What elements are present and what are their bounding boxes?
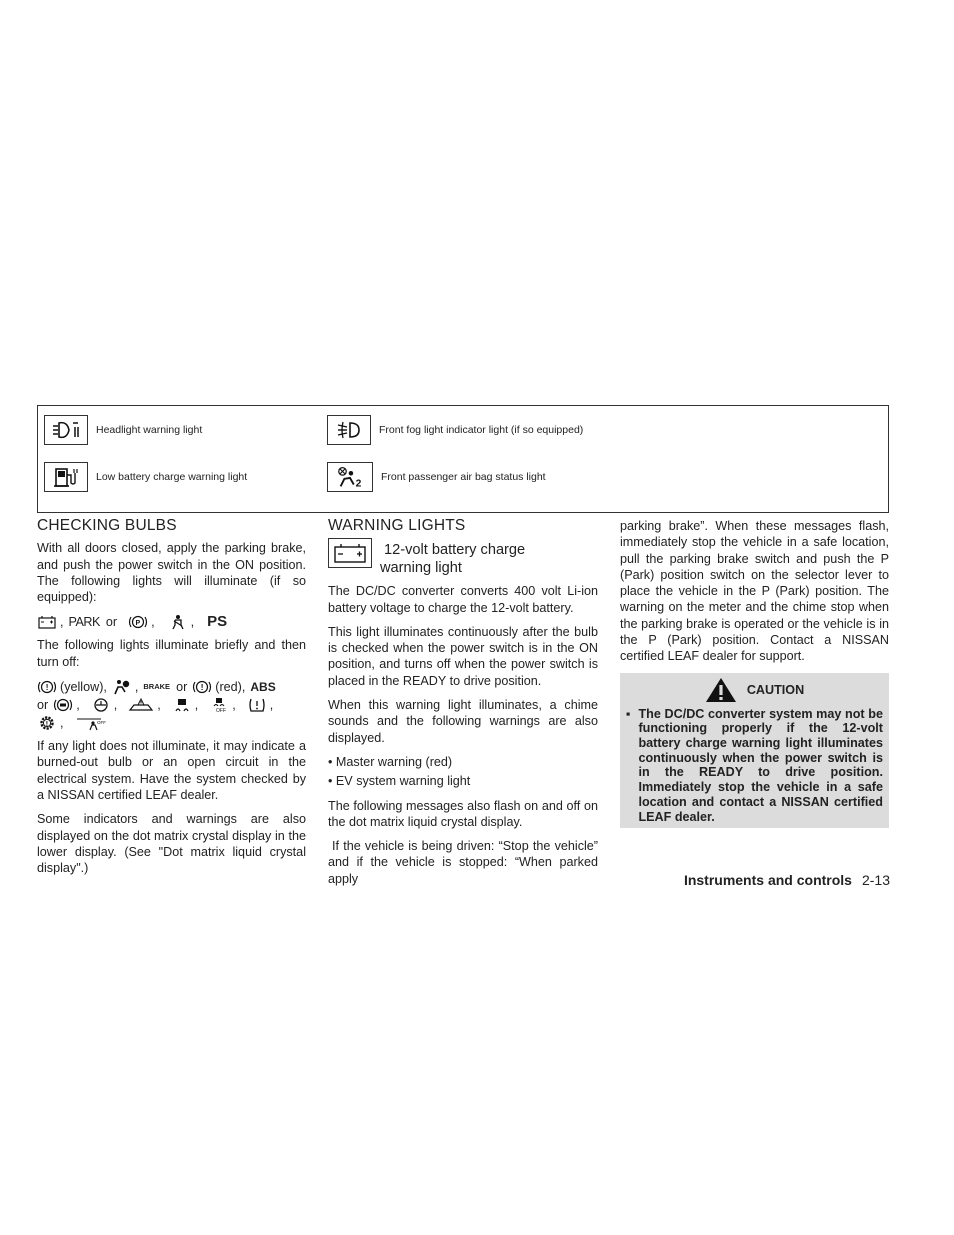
section-heading: CHECKING BULBS: [37, 517, 177, 534]
brief-icons-row-2: or , , , , OFF , ,: [37, 698, 274, 715]
eco-indicator-icon: [91, 697, 111, 713]
legend-item: [44, 415, 202, 445]
section-name: Instruments and controls: [683, 872, 852, 888]
legend-label: Headlight warning light: [96, 424, 203, 436]
caution-header: [626, 677, 883, 703]
abs-circle-icon: [53, 697, 73, 713]
svg-text:!: !: [45, 683, 49, 693]
paragraph: If the vehicle is being driven: “Stop the vehicle” and if the vehicle is stopped: “When parked apply: [328, 839, 598, 886]
legend-label: Front passenger air bag status light: [381, 471, 546, 483]
or-text: or: [176, 680, 188, 695]
legend-item: [44, 462, 247, 492]
tire-pressure-icon: [247, 697, 267, 713]
battery-icon: [37, 614, 57, 630]
caution-warning-icon: [705, 677, 737, 703]
paragraph: The following messages also flash on and off on the dot matrix liquid crystal display.: [328, 798, 598, 829]
caution-item: [626, 707, 883, 825]
front-fog-light-icon: [334, 418, 364, 442]
parking-brake-icon: [128, 614, 148, 630]
svg-text:P: P: [135, 620, 141, 628]
low-battery-charge-icon: [51, 465, 81, 489]
park-text: PARK: [68, 615, 100, 630]
caution-bullet: ▪: [626, 706, 631, 721]
brake-text: BRAKE: [143, 682, 171, 692]
svg-text:OFF: OFF: [216, 708, 227, 715]
warning-lights-column: [328, 518, 598, 895]
red-text: (red),: [215, 680, 246, 695]
paragraph: This light illuminates continuously after the bulb is checked when the power switch is in the ON position, and turns off when the power switch is placed in the READY to drive position.: [328, 624, 598, 688]
seat-belt-off-icon: [75, 715, 105, 731]
indicator-legend: [37, 405, 889, 513]
vdc-off-icon: [209, 697, 229, 713]
headlight-warning-icon-box: [44, 415, 88, 445]
master-warning-gear-icon: [37, 715, 57, 731]
paragraph: When this warning light illuminates, a chime sounds and the following warnings are also displayed.: [328, 698, 598, 745]
warning-title-line: warning light: [380, 560, 462, 577]
ev-system-warning-icon: [128, 697, 154, 713]
warning-light-title: [380, 541, 526, 577]
legend-item: [327, 415, 583, 445]
brief-icons-row-3: ! , OFF: [37, 714, 306, 732]
bullet-item: • EV system warning light: [328, 774, 471, 789]
legend-label: Low battery charge warning light: [96, 471, 248, 483]
airbag-warning-icon: [112, 679, 132, 695]
abs-text: ABS: [250, 680, 276, 695]
paragraph: Some indicators and warnings are also displayed on the dot matrix crystal display in the lower display. (See "Dot matrix liquid crystal display".): [37, 812, 306, 876]
or-text: or: [105, 615, 118, 630]
passenger-airbag-status-icon: [335, 465, 365, 489]
battery-charge-warning-icon: [332, 542, 368, 564]
svg-text:2: 2: [355, 478, 362, 490]
paragraph: parking brake”. When these messages flash, immediately stop the vehicle in a safe location, pull the parking brake switch and push the P (Park) position switch on the selector lever to place the vehicle in the P (Park) position. The warning on the meter and the chime stop when the parking brake is operated or the vehicle is in the P (Park) position. Contact a NISSAN certified LEAF dealer for support.: [620, 519, 889, 664]
caution-text: The DC/DC converter system may not be functioning properly if the 12-volt battery charge warning light illuminates continuously when the power switch is in the READY to drive position. Immediately stop the vehicle in a safe location and contact a NISSAN certified LEAF dealer.: [638, 706, 883, 824]
slip-indicator-icon: [172, 697, 192, 713]
front-fog-light-icon-box: [327, 415, 371, 445]
bulb-check-icons-row: , PARK or P , , PS: [37, 613, 306, 631]
svg-text:OFF: OFF: [96, 720, 106, 726]
power-steering-text: PS: [207, 613, 228, 631]
legend-item: [327, 462, 546, 492]
paragraph: The DC/DC converter converts 400 volt Li-ion battery voltage to charge the 12-volt battery.: [328, 584, 598, 615]
or-text: or: [37, 698, 49, 713]
paragraph: If any light does not illuminate, it may indicate a burned-out bulb or an open circuit in the electrical system. Have the system checked by a NISSAN certified LEAF dealer.: [37, 739, 306, 802]
paragraph: With all doors closed, apply the parking brake, and push the power switch in the ON position. The following lights will illuminate (if so equipped):: [37, 541, 306, 605]
headlight-warning-icon: [51, 418, 81, 442]
legend-label: Front fog light indicator light (if so equipped): [379, 424, 584, 436]
paragraph: The following lights illuminate briefly and then turn off:: [37, 638, 306, 669]
page-footer: [640, 872, 890, 888]
warning-title-line: 12-volt battery charge: [384, 542, 526, 559]
caution-title: CAUTION: [746, 682, 805, 697]
battery-charge-icon-box: [328, 538, 372, 568]
page-number: 2-13: [861, 872, 890, 888]
section-heading: WARNING LIGHTS: [328, 517, 466, 534]
brake-warning-icon: [37, 679, 57, 695]
bullet-item: • Master warning (red): [328, 754, 453, 769]
low-battery-charge-icon-box: [44, 462, 88, 492]
continued-column: [620, 518, 889, 828]
warning-light-header: [328, 538, 598, 577]
brief-icons-row: ! (yellow), , BRAKE or ! (red), ABS: [37, 678, 306, 696]
caution-box: [620, 673, 889, 829]
yellow-text: (yellow),: [60, 680, 107, 695]
svg-text:!: !: [45, 721, 49, 729]
brake-red-icon: [192, 679, 212, 695]
svg-text:!: !: [201, 683, 204, 693]
passenger-airbag-status-icon-box: [327, 462, 373, 492]
seat-belt-icon: [168, 614, 188, 630]
checking-bulbs-column: [37, 518, 306, 884]
